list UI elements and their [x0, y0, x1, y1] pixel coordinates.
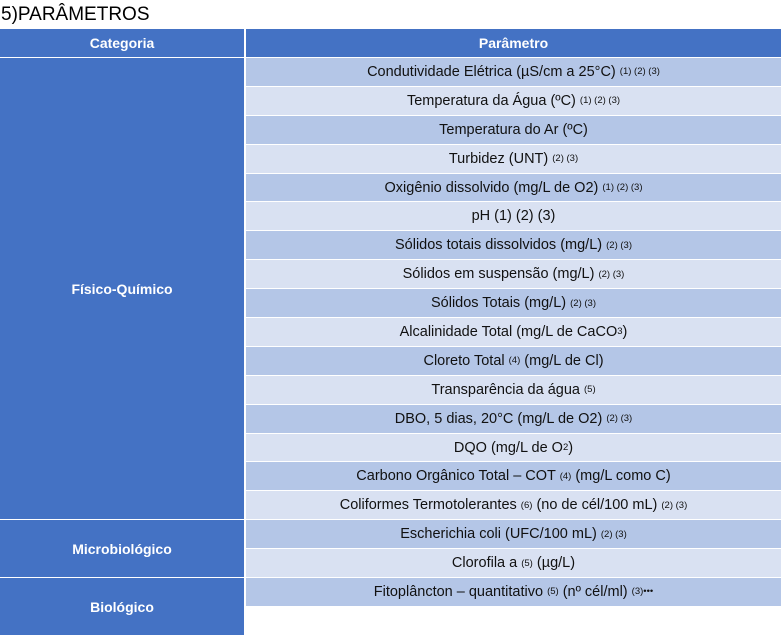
- table-row: [246, 490, 781, 519]
- reference-superscript: (6): [520, 499, 533, 511]
- reference-superscript: (1) (2) (3): [602, 182, 643, 193]
- parameter-text: Sólidos totais dissolvidos (mg/L): [394, 237, 607, 254]
- header-parameter: Parâmetro: [478, 35, 549, 51]
- parameter-text: (no de cél/100 mL): [532, 497, 662, 514]
- parameter-text: Sólidos em suspensão (mg/L): [402, 266, 599, 283]
- reference-superscript: (2) (3): [606, 239, 633, 251]
- category-column: [0, 57, 246, 635]
- table-row: [246, 404, 781, 433]
- table-row: [246, 317, 781, 346]
- reference-superscript: (4): [508, 355, 521, 367]
- reference-superscript: (2) (3): [598, 268, 625, 280]
- table-row: [246, 577, 781, 606]
- table-row: [246, 259, 781, 288]
- parameter-text: Temperatura da Água (ºC): [406, 92, 580, 109]
- parameter-text: Condutividade Elétrica (µS/cm a 25°C): [367, 63, 620, 80]
- parameter-column: [246, 57, 781, 635]
- table-row: [246, 173, 781, 202]
- parameter-text: Temperatura do Ar (ºC): [439, 121, 588, 138]
- table-row: [246, 288, 781, 317]
- parameter-text: DQO (mg/L de O: [453, 439, 563, 456]
- parameter-text: Fitoplâncton – quantitativo: [373, 583, 548, 600]
- table-row: [246, 519, 781, 548]
- reference-superscript: (1) (2) (3): [579, 95, 621, 107]
- parameter-text: Alcalinidade Total (mg/L de CaCO: [399, 323, 618, 340]
- reference-superscript: (2) (3): [606, 413, 633, 425]
- reference-superscript: (2) (3): [661, 499, 688, 511]
- parameter-text: (mg/L de Cl): [520, 352, 604, 369]
- table-row: [246, 375, 781, 404]
- parameter-text: Coliformes Termotolerantes: [339, 497, 521, 514]
- header-category: Categoria: [0, 29, 246, 57]
- table-row: [246, 461, 781, 490]
- parameter-text: Oxigênio dissolvido (mg/L de O2): [384, 179, 603, 196]
- parameter-text: Carbono Orgânico Total – COT: [356, 468, 560, 485]
- section-title: 5)PARÂMETROS: [1, 4, 150, 25]
- table-row: [246, 230, 781, 259]
- parameter-text: Cloreto Total: [423, 352, 509, 369]
- parameter-text: Turbidez (UNT): [448, 150, 553, 167]
- parameter-text: ): [622, 323, 628, 340]
- reference-superscript: (5): [584, 384, 596, 396]
- category-cell: Físico-Químico: [0, 57, 244, 519]
- parameters-table: [0, 29, 781, 635]
- reference-superscript: (5): [547, 586, 559, 598]
- reference-superscript: (2) (3): [552, 153, 579, 165]
- parameter-text: Clorofila a: [451, 555, 522, 572]
- reference-superscript: (4): [559, 470, 572, 482]
- category-cell: Biológico: [0, 577, 244, 635]
- parameter-text: ): [568, 439, 574, 456]
- parameter-text: pH (1) (2) (3): [471, 208, 556, 225]
- table-row: [246, 548, 781, 577]
- subscript: 2: [562, 442, 569, 454]
- table-header: [0, 29, 781, 57]
- reference-superscript: (3)•••: [631, 586, 654, 598]
- reference-superscript: (1) (2) (3): [619, 66, 660, 78]
- reference-superscript: (2) (3): [570, 297, 597, 309]
- reference-superscript: (5): [521, 557, 533, 569]
- table-row: [246, 201, 781, 230]
- reference-superscript: (2) (3): [600, 528, 627, 540]
- parameter-text: Transparência da água: [431, 381, 584, 398]
- table-row: [246, 433, 781, 462]
- table-row: [246, 144, 781, 173]
- parameter-text: DBO, 5 dias, 20°C (mg/L de O2): [394, 410, 607, 427]
- parameter-text: (mg/L como C): [571, 468, 671, 485]
- table-row: [246, 115, 781, 144]
- category-cell: Microbiológico: [0, 519, 244, 577]
- subscript: 3: [617, 326, 623, 338]
- parameter-text: (nº cél/ml): [558, 583, 632, 600]
- parameter-text: Sólidos Totais (mg/L): [430, 295, 571, 312]
- table-row: [246, 57, 781, 86]
- table-row: [246, 86, 781, 115]
- table-row: [246, 346, 781, 375]
- parameter-text: Escherichia coli (UFC/100 mL): [400, 526, 601, 543]
- parameter-text: (µg/L): [532, 555, 576, 572]
